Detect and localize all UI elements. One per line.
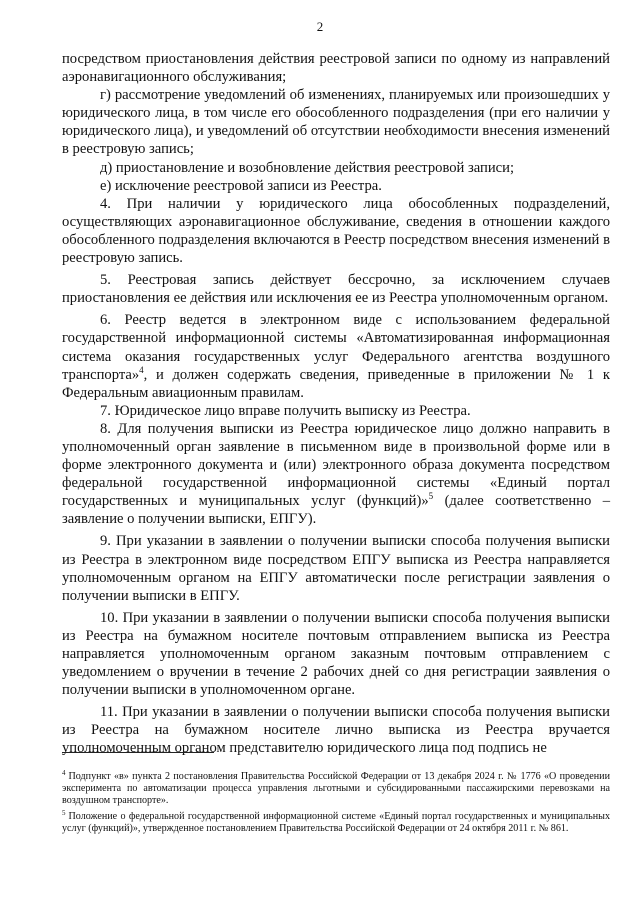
body-text (62, 50, 610, 758)
paragraph-continuation: посредством приостановления действия реестровой записи по одному из направлений аэронавигационного обслуживания; (62, 51, 610, 86)
paragraph-7: 7. Юридическое лицо вправе получить выписку из Реестра. (100, 402, 471, 419)
footnote-5 (62, 808, 610, 835)
paragraph-11: 11. При указании в заявлении о получении выписки способа получения выписки из Реестра на бумажном носителе лично выписка из Реестра вручается уполномоченным органом представителю юридического лица под подпись не (62, 704, 610, 757)
footnote-divider (62, 752, 214, 753)
footnote-ref-5: 5 (428, 491, 434, 502)
paragraph-item-e: е) исключение реестровой записи из Реестра. (100, 177, 382, 194)
paragraph-8-text-b: (далее соответственно – заявление о получении выписки, ЕПГУ). (62, 493, 610, 528)
paragraph-8 (62, 420, 610, 529)
paragraph-8-text-a: 8. Для получения выписки из Реестра юридическое лицо должно направить в уполномоченный орган заявление в письменном виде в произвольной форме или в форме электронного документа и (или) электронного образа документа посредством федеральной государственной информационной системы «Единый портал государственных и муниципальных услуг (функций)» (62, 420, 610, 510)
footnote-mark: 4 (62, 769, 66, 777)
footnote-ref-4: 4 (139, 364, 144, 375)
paragraph-item-d: д) приостановление и возобновление действия реестровой записи; (100, 159, 515, 176)
footnotes (62, 771, 610, 835)
footnote-text: Положение о федеральной государственной информационной системе «Единый портал государственных и муниципальных услуг (функций)», утвержденное постановлением Правительства Российской Федерации от 24 октября 2011 г. № 861. (62, 810, 610, 834)
paragraph-5: 5. Реестровая запись действует бессрочно, за исключением случаев приостановления ее действия или исключения ее из Реестра уполномоченным органом. (62, 272, 610, 307)
page-number: 2 (316, 19, 324, 34)
footnote-mark: 5 (62, 808, 66, 817)
paragraph-6 (62, 311, 610, 401)
footnote-text: Подпункт «в» пункта 2 постановления Правительства Российской Федерации от 13 декабря 2024 г. № 1776 «О проведении эксперимента по автоматизации процесса управления льготными и субсидированными пассажирскими перевозками на воздушном транспорте». (62, 771, 610, 807)
footnote-4 (62, 771, 610, 808)
paragraph-9: 9. При указании в заявлении о получении выписки способа получения выписки из Реестра в электронном виде посредством ЕПГУ выписка из Реестра направляется уполномоченным органом на ЕПГУ автоматически после регистрации заявления о получении выписки в ЕПГУ. (62, 533, 610, 604)
paragraph-6-text-b: , и должен содержать сведения, приведенные в приложении № 1 к Федеральным авиационным правилам. (62, 366, 610, 401)
paragraph-4: 4. При наличии у юридического лица обособленных подразделений, осуществляющих аэронавигационное обслуживание, сведения в отношении каждого обособленного подразделения включаются в Реестр посредством внесения изменений в реестровую запись. (62, 195, 610, 267)
paragraph-10: 10. При указании в заявлении о получении выписки способа получения выписки из Реестра на бумажном носителе почтовым отправлением выписка из Реестра направляется уполномоченным органом заказным почтовым отправлением с уведомлением о вручении в течение 2 рабочих дней со дня регистрации заявления о получении выписки в уполномоченном органе. (62, 609, 610, 699)
paragraph-6-text-a: 6. Реестр ведется в электронном виде с использованием федеральной государственной информационной системы «Автоматизированная информационная система оказания государственных услуг Федерального агентства воздушного транспорта» (62, 312, 610, 383)
paragraph-item-g: г) рассмотрение уведомлений об изменениях, планируемых или произошедших у юридического лица, в том числе его обособленного подразделения (при его наличии у юридического лица), и уведомлений об отсутствии необходимости внесения изменений в реестровую запись; (62, 87, 610, 158)
